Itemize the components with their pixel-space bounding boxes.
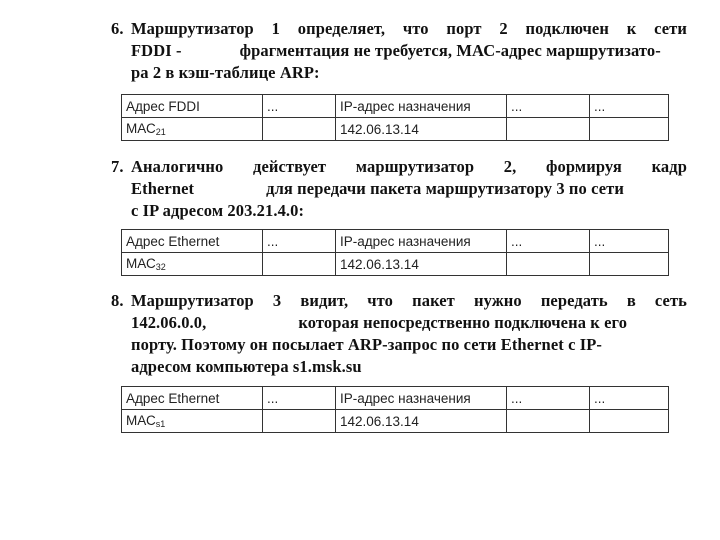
paragraph-8 — [111, 290, 689, 378]
paragraph-text: с IP адресом 203.21.4.0: — [131, 201, 305, 220]
table-cell — [507, 118, 590, 141]
table-cell — [122, 118, 263, 141]
arp-table-3 — [121, 386, 669, 433]
table-cell: ... — [507, 387, 590, 410]
table-cell: Адрес FDDI — [122, 95, 263, 118]
paragraph-number: 6. — [111, 19, 124, 38]
paragraph-7-line-3 — [111, 200, 689, 222]
paragraph-text: порту. Поэтому он посылает ARP-запрос по сети Ethernet с IP- — [131, 335, 603, 354]
mac-label: МАС — [126, 413, 156, 428]
paragraph-text: Аналогично действует маршрутизатор 2, формируя кадр — [131, 157, 687, 176]
table-cell: 142.06.13.14 — [336, 118, 507, 141]
paragraph-text: FDDI - — [131, 41, 182, 60]
paragraph-6-line-2 — [111, 40, 689, 62]
table-cell — [590, 118, 669, 141]
table-cell: ... — [263, 230, 336, 253]
table-cell: IP-адрес назначения — [336, 95, 507, 118]
mac-label: МАС — [126, 121, 156, 136]
table-row — [122, 230, 669, 253]
table-cell: ... — [263, 387, 336, 410]
table-row — [122, 95, 669, 118]
paragraph-6-line-3 — [111, 62, 689, 84]
paragraph-7 — [111, 156, 689, 222]
table-cell — [122, 410, 263, 433]
table-cell: ... — [263, 95, 336, 118]
table-cell — [590, 253, 669, 276]
table-cell — [263, 118, 336, 141]
table-cell: IP-адрес назначения — [336, 230, 507, 253]
paragraph-text: адресом компьютера s1.msk.su — [131, 357, 362, 376]
paragraph-text: Маршрутизатор 3 видит, что пакет нужно передать в сеть — [131, 291, 687, 310]
table-cell — [263, 253, 336, 276]
mac-subscript: 32 — [155, 262, 166, 272]
table-cell: ... — [590, 95, 669, 118]
table-cell: IP-адрес назначения — [336, 387, 507, 410]
paragraph-number: 8. — [111, 291, 124, 310]
paragraph-8-line-4 — [111, 356, 689, 378]
table-cell — [507, 410, 590, 433]
paragraph-text: которая непосредственно подключена к его — [298, 313, 628, 332]
table-cell — [122, 253, 263, 276]
mac-subscript: 21 — [155, 127, 166, 137]
table-cell — [507, 253, 590, 276]
paragraph-text: Ethernet — [131, 179, 195, 198]
table-cell: ... — [590, 230, 669, 253]
table-row — [122, 253, 669, 276]
mac-label: МАС — [126, 256, 156, 271]
paragraph-7-line-1 — [111, 156, 689, 178]
table-cell: 142.06.13.14 — [336, 253, 507, 276]
paragraph-6-line-1 — [111, 18, 689, 40]
paragraph-text: фрагментация не требуется, МАС-адрес маршрутизато- — [239, 41, 661, 60]
arp-table-1 — [121, 94, 669, 141]
table-cell: Адрес Ethernet — [122, 387, 263, 410]
table-row — [122, 387, 669, 410]
arp-table-2 — [121, 229, 669, 276]
table-cell: 142.06.13.14 — [336, 410, 507, 433]
paragraph-6 — [111, 18, 689, 84]
paragraph-text: Маршрутизатор 1 определяет, что порт 2 подключен к сети — [131, 19, 687, 38]
paragraph-8-line-3 — [111, 334, 689, 356]
table-cell: ... — [590, 387, 669, 410]
mac-subscript: s1 — [155, 419, 166, 429]
table-cell: ... — [507, 230, 590, 253]
table-row — [122, 118, 669, 141]
table-cell — [590, 410, 669, 433]
paragraph-8-line-1 — [111, 290, 689, 312]
table-cell: ... — [507, 95, 590, 118]
paragraph-8-line-2 — [111, 312, 689, 334]
paragraph-number: 7. — [111, 157, 124, 176]
paragraph-7-line-2 — [111, 178, 689, 200]
paragraph-text: для передачи пакета маршрутизатору 3 по сети — [266, 179, 624, 198]
paragraph-text: ра 2 в кэш-таблице ARP: — [131, 63, 320, 82]
table-cell — [263, 410, 336, 433]
table-row — [122, 410, 669, 433]
paragraph-text: 142.06.0.0, — [131, 313, 207, 332]
table-cell: Адрес Ethernet — [122, 230, 263, 253]
